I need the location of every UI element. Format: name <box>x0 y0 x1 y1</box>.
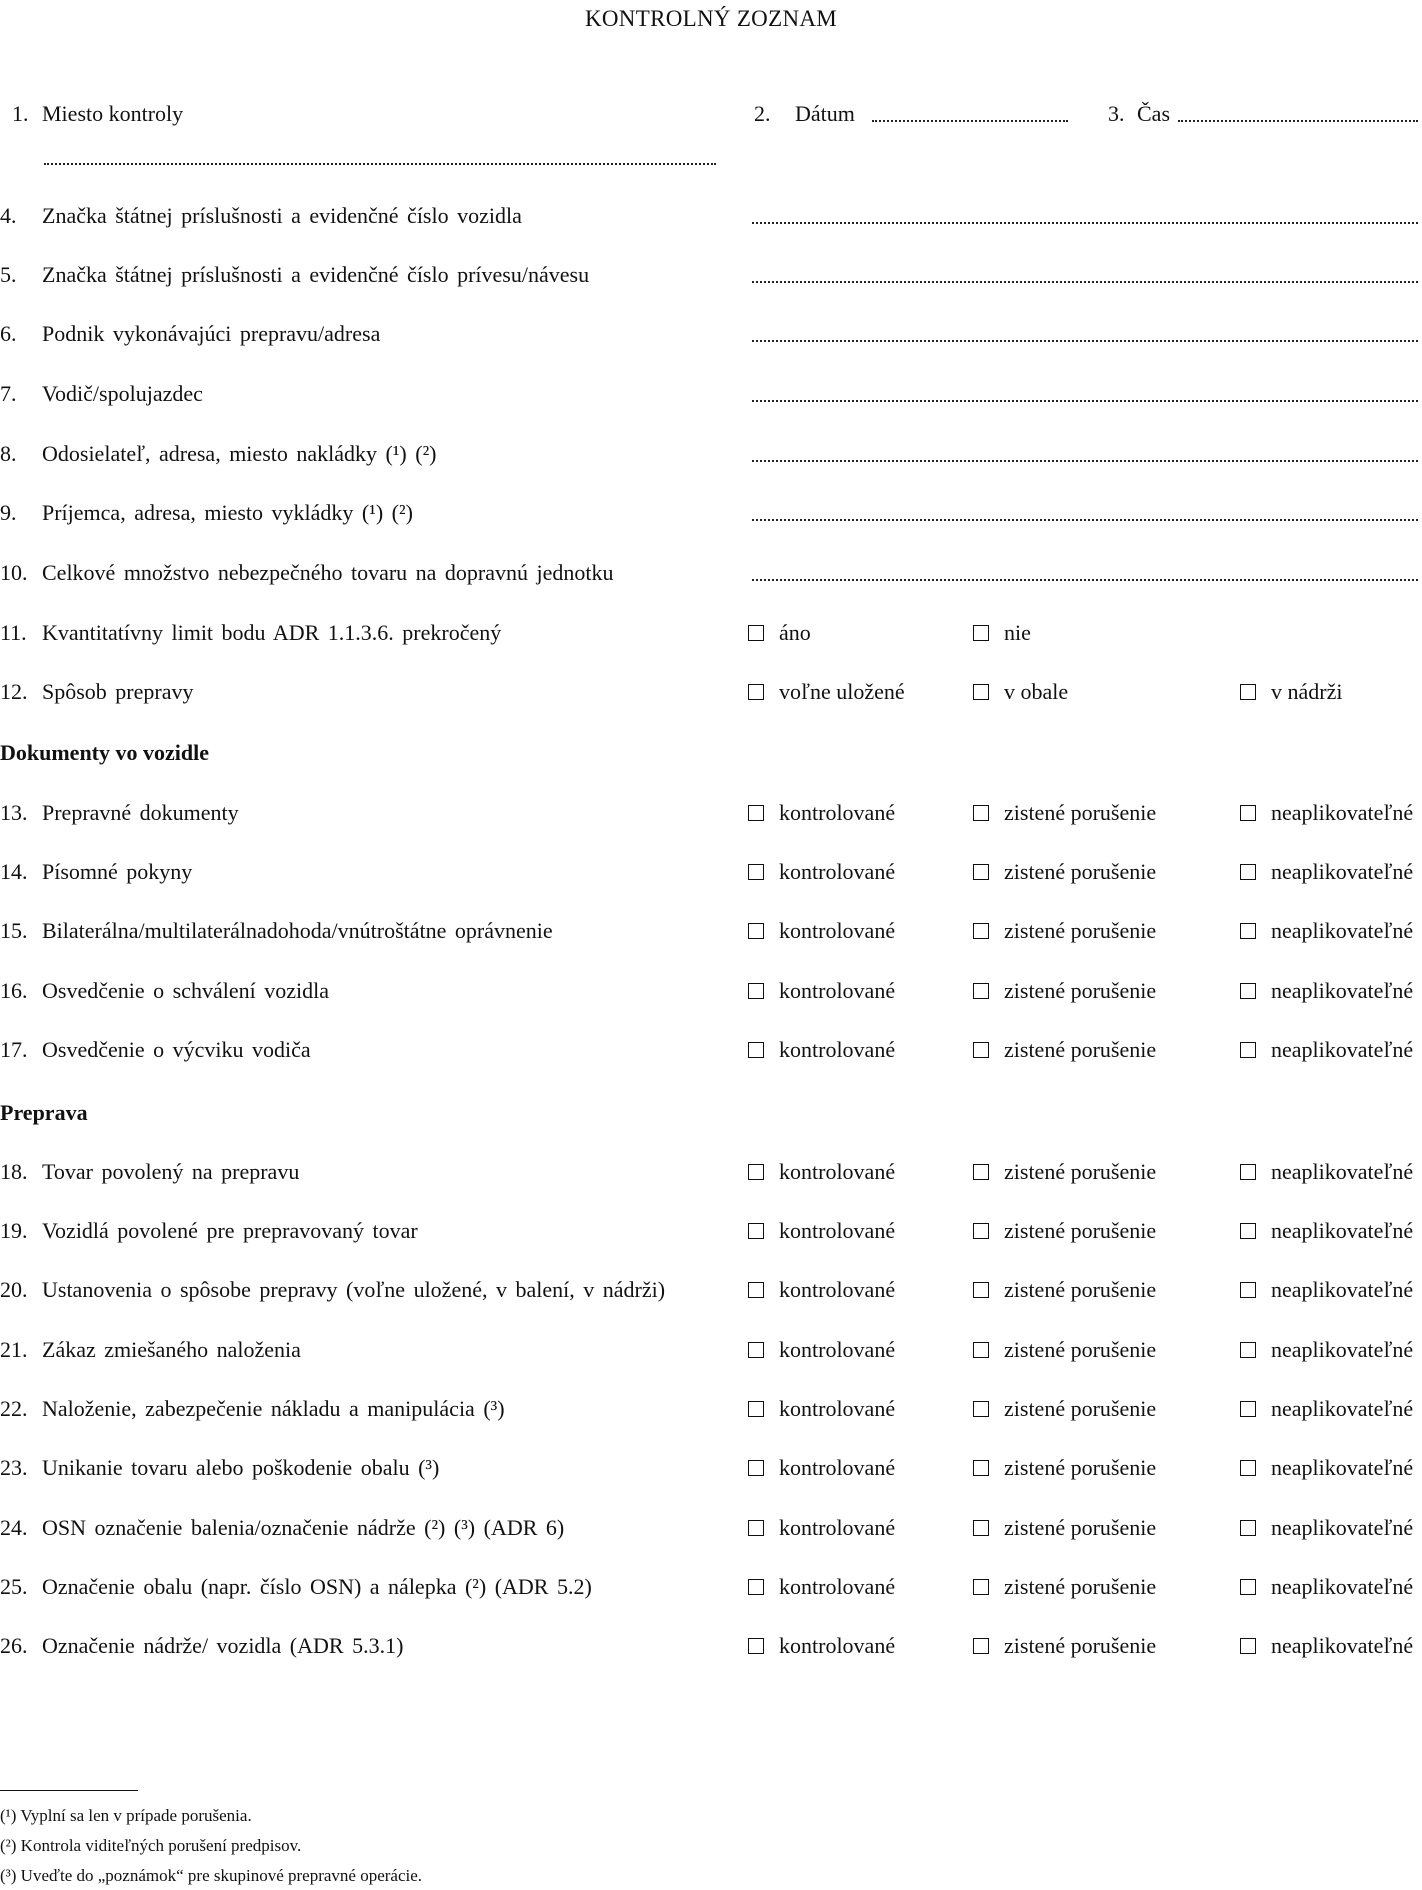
option-zistene-porusenie[interactable]: zistené porušenie <box>973 1336 1156 1364</box>
checkbox-icon[interactable] <box>1240 1460 1256 1476</box>
option-neaplikovatelne[interactable]: neaplikovateľné <box>1240 917 1413 945</box>
checklist-row <box>0 858 1422 888</box>
item-label: Označenie nádrže/ vozidla (ADR 5.3.1) <box>42 1633 404 1658</box>
item-label: Osvedčenie o schválení vozidla <box>42 978 329 1003</box>
checklist-row <box>0 799 1422 829</box>
checkbox-icon[interactable] <box>748 1401 764 1417</box>
checklist-row <box>0 1217 1422 1247</box>
item-11-row <box>0 619 1422 649</box>
item-label: Naloženie, zabezpečenie nákladu a manipulácia (³) <box>42 1396 505 1421</box>
checklist-row <box>0 1276 1422 1306</box>
checklist-row <box>0 1514 1422 1544</box>
checkbox-icon[interactable] <box>1240 864 1256 880</box>
item-number: 7. <box>0 381 17 406</box>
footnote-2: (²) Kontrola viditeľných porušení predpisov. <box>0 1836 302 1855</box>
option-neaplikovatelne[interactable]: neaplikovateľné <box>1240 1276 1413 1304</box>
checkbox-icon[interactable] <box>1240 1401 1256 1417</box>
item-number: 15. <box>0 918 28 943</box>
item-label: Označenie obalu (napr. číslo OSN) a nálepka (²) (ADR 5.2) <box>42 1574 592 1599</box>
checkbox-icon[interactable] <box>748 864 764 880</box>
item-label: Unikanie tovaru alebo poškodenie obalu (³) <box>42 1455 440 1480</box>
option-kontrolovane[interactable]: kontrolované <box>748 1632 895 1660</box>
checkbox-icon[interactable] <box>973 864 989 880</box>
item-number: 14. <box>0 859 28 884</box>
checkbox-icon[interactable] <box>748 1282 764 1298</box>
item-label: Prepravné dokumenty <box>42 800 239 825</box>
option-zistene-porusenie[interactable]: zistené porušenie <box>973 858 1156 886</box>
checkbox-icon[interactable] <box>748 1520 764 1536</box>
checkbox-icon[interactable] <box>1240 983 1256 999</box>
option-ano[interactable]: áno <box>748 619 811 647</box>
item-label: Odosielateľ, adresa, miesto nakládky (¹) (²) <box>42 441 437 466</box>
checkbox-icon[interactable] <box>1240 923 1256 939</box>
option-zistene-porusenie[interactable]: zistené porušenie <box>973 1395 1156 1423</box>
checkbox-icon[interactable] <box>973 1342 989 1358</box>
item-label: Celkové množstvo nebezpečného tovaru na dopravnú jednotku <box>42 560 614 585</box>
item-label: Zákaz zmiešaného naloženia <box>42 1337 301 1362</box>
item-label: Kvantitatívny limit bodu ADR 1.1.3.6. prekročený <box>42 620 502 645</box>
item-number: 21. <box>0 1337 28 1362</box>
item-label: Tovar povolený na prepravu <box>42 1159 300 1184</box>
item-number: 8. <box>0 441 17 466</box>
option-zistene-porusenie[interactable]: zistené porušenie <box>973 977 1156 1005</box>
item-number: 9. <box>0 500 17 525</box>
section-documents-heading: Dokumenty vo vozidle <box>0 740 209 765</box>
checkbox-icon[interactable] <box>973 805 989 821</box>
checkbox-icon[interactable] <box>973 1579 989 1595</box>
checkbox-icon[interactable] <box>748 1223 764 1239</box>
item-label: Ustanovenia o spôsobe prepravy (voľne uložené, v balení, v nádrži) <box>42 1277 666 1302</box>
item-label: Značka štátnej príslušnosti a evidenčné číslo vozidla <box>42 203 522 228</box>
option-kontrolovane[interactable]: kontrolované <box>748 1395 895 1423</box>
checkbox-icon[interactable] <box>973 1223 989 1239</box>
checkbox-icon[interactable] <box>1240 805 1256 821</box>
checkbox-icon[interactable] <box>748 1579 764 1595</box>
option-neaplikovatelne[interactable]: neaplikovateľné <box>1240 977 1413 1005</box>
item-number: 11. <box>0 620 27 645</box>
item-number: 10. <box>0 560 28 585</box>
item-number: 17. <box>0 1037 28 1062</box>
option-zistene-porusenie[interactable]: zistené porušenie <box>973 1158 1156 1186</box>
fill-in-field[interactable] <box>752 579 1418 581</box>
option-zistene-porusenie[interactable]: zistené porušenie <box>973 1217 1156 1245</box>
checkbox-icon[interactable] <box>1240 684 1256 700</box>
item-label: Podnik vykonávajúci prepravu/adresa <box>42 321 381 346</box>
checkbox-icon[interactable] <box>973 1042 989 1058</box>
checkbox-icon[interactable] <box>1240 1223 1256 1239</box>
item-number: 18. <box>0 1159 28 1184</box>
option-neaplikovatelne[interactable]: neaplikovateľné <box>1240 1036 1413 1064</box>
checkbox-icon[interactable] <box>973 1282 989 1298</box>
checklist-row <box>0 977 1422 1007</box>
fill-in-field[interactable] <box>752 460 1418 462</box>
checkbox-icon[interactable] <box>1240 1282 1256 1298</box>
footnote-1: (¹) Vyplní sa len v prípade porušenia. <box>0 1806 252 1825</box>
option-neaplikovatelne[interactable]: neaplikovateľné <box>1240 1336 1413 1364</box>
date-field[interactable] <box>872 120 1068 122</box>
item-number: 24. <box>0 1515 28 1540</box>
item-5-row <box>0 261 1422 291</box>
item-number: 5. <box>0 262 17 287</box>
checklist-row <box>0 1573 1422 1603</box>
option-zistene-porusenie[interactable]: zistené porušenie <box>973 1573 1156 1601</box>
option-neaplikovatelne[interactable]: neaplikovateľné <box>1240 1514 1413 1542</box>
checkbox-icon[interactable] <box>748 923 764 939</box>
page-title: KONTROLNÝ ZOZNAM <box>584 6 838 31</box>
option-neaplikovatelne[interactable]: neaplikovateľné <box>1240 1217 1413 1245</box>
item-2-label: Dátum <box>795 101 855 126</box>
item-number: 25. <box>0 1574 28 1599</box>
checkbox-icon[interactable] <box>973 684 989 700</box>
option-kontrolovane[interactable]: kontrolované <box>748 799 895 827</box>
fill-in-field[interactable] <box>752 340 1418 342</box>
checkbox-icon[interactable] <box>973 1638 989 1654</box>
item-label: Príjemca, adresa, miesto vykládky (¹) (²) <box>42 500 413 525</box>
item-3-number: 3. <box>1108 101 1125 126</box>
checkbox-icon[interactable] <box>748 983 764 999</box>
checkbox-icon[interactable] <box>973 625 989 641</box>
checkbox-icon[interactable] <box>748 1042 764 1058</box>
checklist-row <box>0 1336 1422 1366</box>
checkbox-icon[interactable] <box>748 1342 764 1358</box>
item-label: Spôsob prepravy <box>42 679 194 704</box>
checkbox-icon[interactable] <box>1240 1342 1256 1358</box>
footnote-3: (³) Uveďte do „poznámok“ pre skupinové prepravné operácie. <box>0 1866 423 1885</box>
checkbox-icon[interactable] <box>748 1164 764 1180</box>
checkbox-icon[interactable] <box>973 983 989 999</box>
checklist-row <box>0 1036 1422 1066</box>
item-4-row <box>0 202 1422 232</box>
checkbox-icon[interactable] <box>1240 1164 1256 1180</box>
checklist-row <box>0 917 1422 947</box>
option-kontrolovane[interactable]: kontrolované <box>748 977 895 1005</box>
item-12-row <box>0 678 1422 708</box>
checkbox-icon[interactable] <box>973 1401 989 1417</box>
fill-in-field[interactable] <box>752 222 1418 224</box>
checklist-row <box>0 1158 1422 1188</box>
checkbox-icon[interactable] <box>748 1460 764 1476</box>
option-zistene-porusenie[interactable]: zistené porušenie <box>973 1036 1156 1064</box>
option-neaplikovatelne[interactable]: neaplikovateľné <box>1240 1395 1413 1423</box>
checkbox-icon[interactable] <box>1240 1042 1256 1058</box>
item-number: 20. <box>0 1277 28 1302</box>
checkbox-icon[interactable] <box>973 923 989 939</box>
option-neaplikovatelne[interactable]: neaplikovateľné <box>1240 1454 1413 1482</box>
option-zistene-porusenie[interactable]: zistené porušenie <box>973 799 1156 827</box>
option-kontrolovane[interactable]: kontrolované <box>748 1514 895 1542</box>
item-number: 26. <box>0 1633 28 1658</box>
option-kontrolovane[interactable]: kontrolované <box>748 1454 895 1482</box>
item-label: OSN označenie balenia/označenie nádrže (²) (³) (ADR 6) <box>42 1515 565 1540</box>
option-kontrolovane[interactable]: kontrolované <box>748 1573 895 1601</box>
checklist-row <box>0 1395 1422 1425</box>
item-2-number: 2. <box>754 101 771 126</box>
item-number: 12. <box>0 679 28 704</box>
item-label: Bilaterálna/multilaterálnadohoda/vnútroštátne oprávnenie <box>42 918 553 943</box>
checklist-row <box>0 1454 1422 1484</box>
option-neaplikovatelne[interactable]: neaplikovateľné <box>1240 799 1413 827</box>
option-zistene-porusenie[interactable]: zistené porušenie <box>973 1632 1156 1660</box>
option-neaplikovatelne[interactable]: neaplikovateľné <box>1240 1632 1413 1660</box>
option-zistene-porusenie[interactable]: zistené porušenie <box>973 1454 1156 1482</box>
item-label: Značka štátnej príslušnosti a evidenčné číslo prívesu/návesu <box>42 262 590 287</box>
option-nie[interactable]: nie <box>973 619 1031 647</box>
checkbox-icon[interactable] <box>1240 1638 1256 1654</box>
item-6-row <box>0 320 1422 350</box>
checkbox-icon[interactable] <box>973 1520 989 1536</box>
option-kontrolovane[interactable]: kontrolované <box>748 858 895 886</box>
option-volne-ulozene[interactable]: voľne uložené <box>748 678 905 706</box>
item-number: 23. <box>0 1455 28 1480</box>
footnote-divider <box>0 1790 138 1791</box>
item-number: 19. <box>0 1218 28 1243</box>
checkbox-icon[interactable] <box>748 625 764 641</box>
option-v-nadrzi[interactable]: v nádrži <box>1240 678 1342 706</box>
item-number: 6. <box>0 321 17 346</box>
option-neaplikovatelne[interactable]: neaplikovateľné <box>1240 1573 1413 1601</box>
item-label: Vodič/spolujazdec <box>42 381 203 406</box>
checkbox-icon[interactable] <box>973 1164 989 1180</box>
option-neaplikovatelne[interactable]: neaplikovateľné <box>1240 858 1413 886</box>
option-zistene-porusenie[interactable]: zistené porušenie <box>973 1514 1156 1542</box>
item-number: 13. <box>0 800 28 825</box>
option-neaplikovatelne[interactable]: neaplikovateľné <box>1240 1158 1413 1186</box>
option-v-obale[interactable]: v obale <box>973 678 1068 706</box>
option-kontrolovane[interactable]: kontrolované <box>748 1276 895 1304</box>
fill-in-field[interactable] <box>752 519 1418 521</box>
fill-in-field[interactable] <box>752 400 1418 402</box>
item-number: 4. <box>0 203 17 228</box>
option-kontrolovane[interactable]: kontrolované <box>748 1217 895 1245</box>
checkbox-icon[interactable] <box>748 1638 764 1654</box>
option-kontrolovane[interactable]: kontrolované <box>748 917 895 945</box>
section-transport-heading: Preprava <box>0 1100 88 1125</box>
item-label: Osvedčenie o výcviku vodiča <box>42 1037 311 1062</box>
inspection-place-field[interactable] <box>44 163 716 165</box>
fill-in-field[interactable] <box>752 281 1418 283</box>
time-field[interactable] <box>1178 120 1418 122</box>
option-zistene-porusenie[interactable]: zistené porušenie <box>973 1276 1156 1304</box>
item-number: 22. <box>0 1396 28 1421</box>
item-7-row <box>0 380 1422 410</box>
item-9-row <box>0 499 1422 529</box>
item-3-label: Čas <box>1137 101 1170 126</box>
item-1-label: Miesto kontroly <box>42 101 184 126</box>
checkbox-icon[interactable] <box>748 684 764 700</box>
item-label: Písomné pokyny <box>42 859 193 884</box>
item-number: 16. <box>0 978 28 1003</box>
option-zistene-porusenie[interactable]: zistené porušenie <box>973 917 1156 945</box>
option-kontrolovane[interactable]: kontrolované <box>748 1036 895 1064</box>
item-label: Vozidlá povolené pre prepravovaný tovar <box>42 1218 418 1243</box>
checkbox-icon[interactable] <box>1240 1520 1256 1536</box>
checkbox-icon[interactable] <box>748 805 764 821</box>
item-8-row <box>0 440 1422 470</box>
item-10-row <box>0 559 1422 589</box>
option-kontrolovane[interactable]: kontrolované <box>748 1158 895 1186</box>
item-1-number: 1. <box>12 101 29 126</box>
checkbox-icon[interactable] <box>973 1460 989 1476</box>
checklist-row <box>0 1632 1422 1662</box>
checkbox-icon[interactable] <box>1240 1579 1256 1595</box>
option-kontrolovane[interactable]: kontrolované <box>748 1336 895 1364</box>
